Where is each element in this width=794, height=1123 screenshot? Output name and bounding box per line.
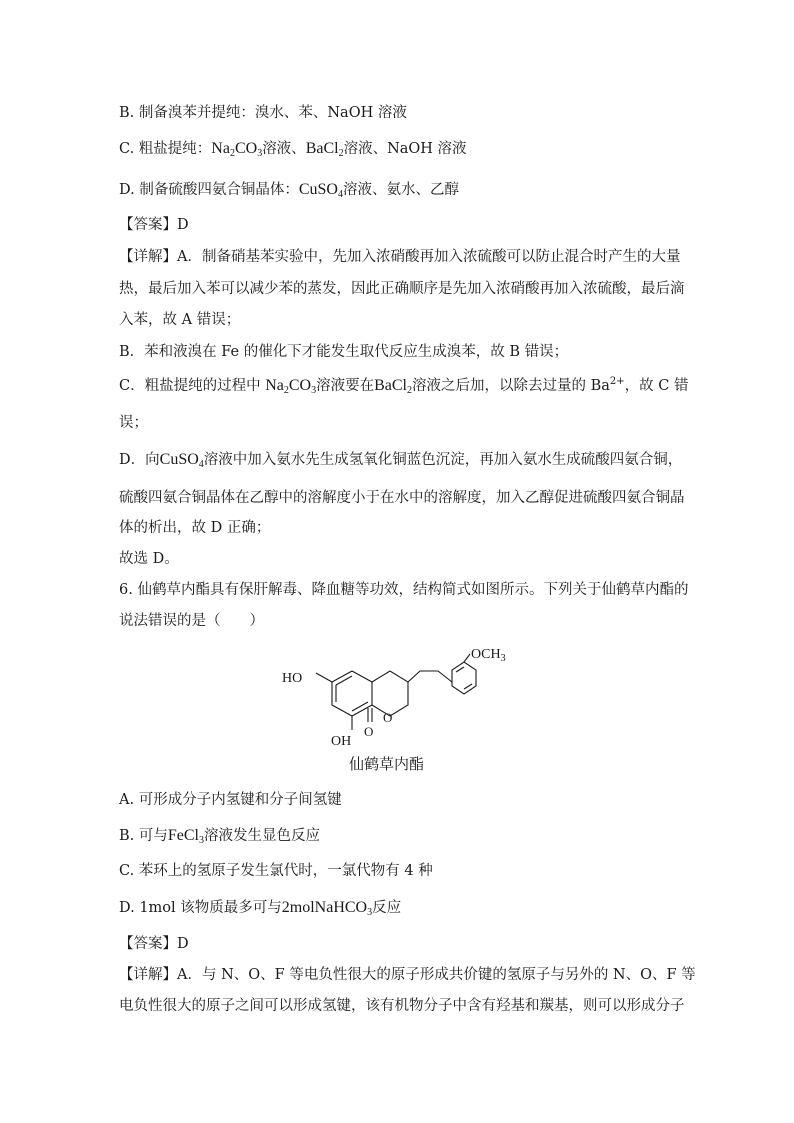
- option-c-mid1: 溶液、: [262, 141, 306, 157]
- q6-option-b: B. 可与FeCl$_3$溶液发生显色反应: [119, 827, 320, 846]
- ring-o-label: O: [383, 710, 393, 725]
- option-d-suffix: 溶液、氨水、乙醇: [342, 182, 459, 198]
- formula-cuso4: CuSO$_4$: [298, 181, 343, 200]
- explain-end: 故选 D。: [119, 551, 179, 567]
- explain-c-line2: 误；: [119, 415, 148, 431]
- carbonyl-o-label: O: [364, 724, 374, 739]
- q6-option-c: C. 苯环上的氢原子发生氯代时，一氯代物有 4 种: [119, 863, 433, 879]
- q6-stem-line2: 说法错误的是（ ）: [119, 613, 264, 629]
- q6-option-d: D. 1mol 该物质最多可与2molNaHCO$_3$反应: [119, 899, 402, 918]
- option-c: [119, 139, 467, 159]
- ho-label: HO: [282, 671, 303, 686]
- formula-bacl2: BaCl$_2$: [305, 140, 344, 159]
- answer-q5: 【答案】D: [119, 217, 189, 233]
- explain-d-line1: D．向CuSO$_4$溶液中加入氨水先生成氢氧化铜蓝色沉淀，再加入氨水生成硫酸四氨合铜，: [119, 451, 683, 470]
- option-d-prefix: D. 制备硫酸四氨合铜晶体：: [119, 182, 299, 198]
- explain-a-line1: 【详解】A．制备硝基苯实验中，先加入浓硝酸再加入浓硫酸可以防止混合时产生的大量: [119, 249, 681, 265]
- formula-cuso4-explain: CuSO$_4$: [159, 451, 204, 470]
- explain-a-line3: 入苯，故 A 错误；: [119, 312, 241, 328]
- q6-explain-line1: 【详解】A．与 N、O、F 等电负性很大的原子形成共价键的氢原子与另外的 N、O、F 等: [119, 967, 696, 983]
- option-d: [119, 180, 459, 200]
- option-b: B. 制备溴苯并提纯：溴水、苯、NaOH 溶液: [119, 105, 407, 121]
- formula-na2co3: $Na_2CO_3$: [211, 140, 263, 159]
- option-c-mid2: 溶液、NaOH 溶液: [343, 141, 467, 157]
- option-c-prefix: C. 粗盐提纯：: [119, 141, 212, 157]
- structure-caption: 仙鹤草内酯: [349, 755, 425, 773]
- q6-stem-line1: 6. 仙鹤草内酯具有保肝解毒、降血糖等功效，结构简式如图所示。下列关于仙鹤草内酯的: [119, 582, 689, 598]
- explain-d-line2: 硫酸四氨合铜晶体在乙醇中的溶解度小于在水中的溶解度，加入乙醇促进硫酸四氨合铜晶: [119, 490, 685, 506]
- answer-q6: 【答案】D: [119, 936, 189, 952]
- oh-label: OH: [331, 734, 352, 749]
- molecule-structure: [280, 640, 520, 750]
- explain-d-line3: 体的析出，故 D 正确；: [119, 520, 271, 536]
- formula-na2co3-explain: $Na_2CO_3$: [265, 377, 317, 396]
- formula-nahco3: 2molNaHCO$_3$: [281, 899, 373, 918]
- explain-a-line2: 热，最后加入苯可以减少苯的蒸发，因此正确顺序是先加入浓硝酸再加入浓硫酸，最后滴: [119, 281, 685, 297]
- och3-label: $OCH_3$: [471, 647, 506, 664]
- explain-c-line1: C．粗盐提纯的过程中 $Na_2CO_3$溶液要在BaCl$_2$溶液之后加，以除去过量的 $Ba^{2+}$，故 C 错: [119, 376, 689, 396]
- formula-bacl2-explain: BaCl$_2$: [374, 377, 412, 396]
- q6-explain-line2: 电负性很大的原子之间可以形成氢键，该有机物分子中含有羟基和羰基，则可以形成分子: [119, 998, 685, 1014]
- explain-b: B．苯和液溴在 Fe 的催化下才能发生取代反应生成溴苯，故 B 错误；: [119, 344, 569, 360]
- formula-fecl3: FeCl$_3$: [167, 827, 204, 846]
- q6-option-a: A. 可形成分子内氢键和分子间氢键: [119, 792, 342, 808]
